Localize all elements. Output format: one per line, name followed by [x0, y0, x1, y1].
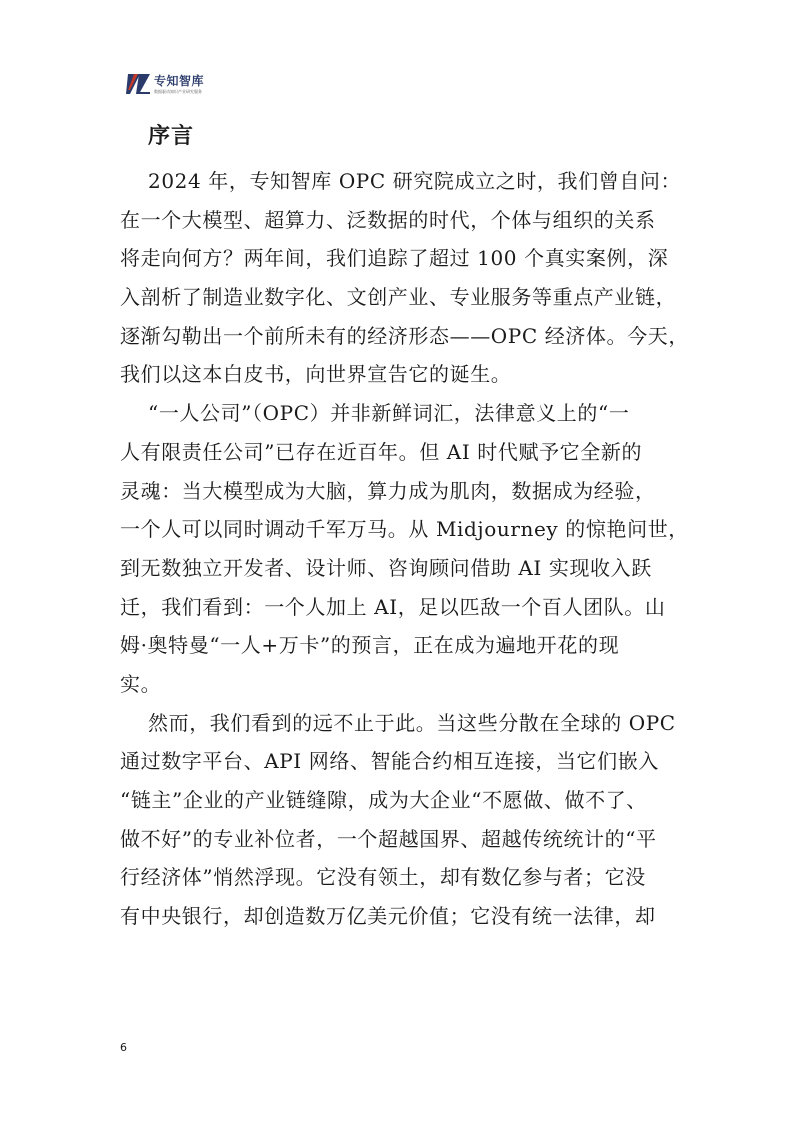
body-text — [120, 162, 689, 936]
text-line: 通过数字平台、API 网络、智能合约相互连接，当它们嵌入 — [120, 749, 659, 774]
text-line: “一人公司”（OPC）并非新鲜词汇，法律意义上的“一 — [148, 401, 630, 426]
section-title: 序言 — [148, 124, 195, 149]
logo-subtitle: 数据驱动知识产业研究服务 — [154, 88, 202, 94]
text-line: 做不好”的专业补位者，一个超越国界、超越传统统计的“平 — [120, 826, 657, 851]
text-line: 到无数独立开发者、设计师、咨询顾问借助 AI 实现收入跃 — [120, 555, 652, 580]
logo-text — [154, 75, 204, 94]
text-line: “链主”企业的产业链缝隙，成为大企业“不愿做、做不了、 — [120, 788, 647, 812]
header-logo — [126, 72, 204, 96]
text-line: 入剖析了制造业数字化、文创产业、专业服务等重点产业链， — [120, 285, 677, 310]
text-line: 实。 — [120, 671, 162, 696]
text-line: 迁，我们看到：一个人加上 AI，足以匹敌一个百人团队。山 — [120, 594, 666, 619]
text-line: 灵魂：当大模型成为大脑，算力成为肌肉，数据成为经验， — [120, 478, 656, 503]
text-line: 行经济体”悄然浮现。它没有领土，却有数亿参与者；它没 — [120, 865, 646, 890]
zk-logo-icon — [126, 72, 150, 96]
text-line: 2024 年，专知智库 OPC 研究院成立之时，我们曾自问： — [148, 169, 682, 193]
text-line: 一个人可以同时调动千军万马。从 Midjourney 的惊艳问世， — [120, 517, 689, 542]
text-line: 我们以这本白皮书，向世界宣告它的诞生。 — [120, 362, 512, 387]
text-line: 姆·奥特曼“一人+万卡”的预言，正在成为遍地开花的现 — [120, 633, 620, 658]
text-line: 在一个大模型、超算力、泛数据的时代，个体与组织的关系 — [120, 207, 656, 232]
logo-name: 专知智库 — [154, 73, 205, 88]
text-line: 有中央银行，却创造数万亿美元价值；它没有统一法律，却 — [120, 904, 656, 929]
page-number: 6 — [120, 1041, 127, 1054]
text-line: 将走向何方？两年间，我们追踪了超过 100 个真实案例，深 — [120, 246, 669, 271]
text-line: 逐渐勾勒出一个前所未有的经济形态——OPC 经济体。今天， — [120, 323, 689, 348]
text-line: 人有限责任公司”已存在近百年。但 AI 时代赋予它全新的 — [120, 439, 643, 464]
text-line: 然而，我们看到的远不止于此。当这些分散在全球的 OPC — [148, 710, 676, 735]
